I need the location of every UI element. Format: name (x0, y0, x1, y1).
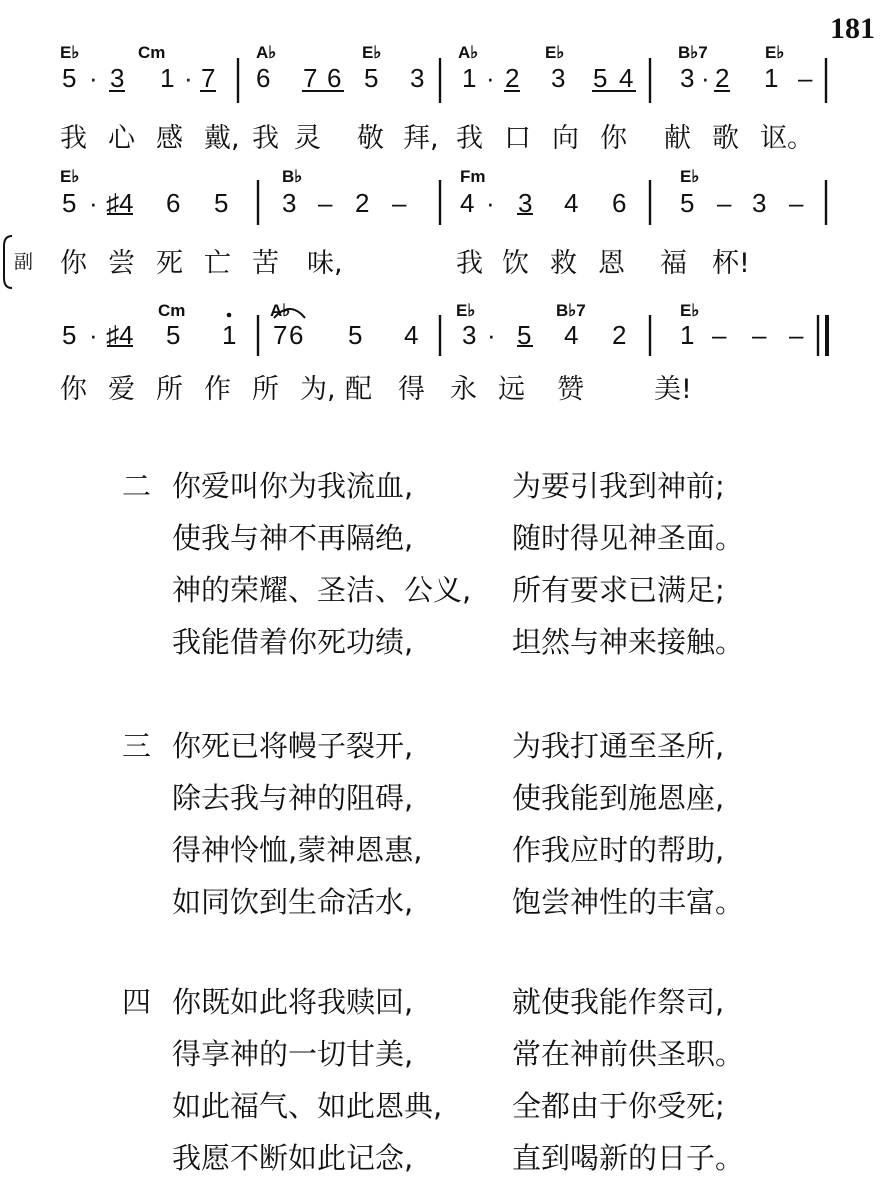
verse-line-left: 除去我与神的阻碍, (172, 781, 414, 815)
lyric-char: 你 (60, 248, 87, 279)
jianpu-note: 6 (256, 63, 271, 93)
lyric-char: 饮 (502, 248, 529, 279)
lyric-char: 献 (664, 123, 691, 154)
chord-symbol: B♭7 (678, 43, 708, 62)
jianpu-note: · (486, 188, 495, 218)
jianpu-note: 4 (564, 320, 579, 350)
refrain-label: 副 (14, 251, 34, 273)
verse-number: 二 (122, 469, 152, 503)
verse-line-right: 作我应时的帮助, (512, 833, 725, 867)
jianpu-note: 5 (593, 63, 608, 93)
jianpu-note: 1 (680, 320, 695, 350)
jianpu-note: ♯4 (106, 320, 134, 350)
chord-symbol: B♭ (282, 167, 303, 186)
chord-symbol: Cm (158, 301, 186, 320)
lyric-char: 歌 (712, 123, 739, 154)
jianpu-note: 7 (303, 63, 318, 93)
jianpu-note: 5 (348, 320, 363, 350)
jianpu-note: 7 (201, 63, 216, 93)
lyric-char: 福 (660, 248, 687, 279)
lyric-char: 你 (600, 123, 627, 154)
lyric-char: 作 (204, 374, 231, 405)
jianpu-note: 2 (355, 188, 370, 218)
lyric-char: 戴, (204, 123, 240, 154)
verse-number: 三 (122, 729, 152, 763)
jianpu-note: 3 (462, 320, 477, 350)
lyric-char: 口 (504, 123, 531, 154)
verse-line-left: 我愿不断如此记念, (172, 1141, 414, 1175)
jianpu-note: 1 (764, 63, 779, 93)
jianpu-note: 5 (680, 188, 695, 218)
lyric-char: 救 (550, 248, 577, 279)
verse-line-left: 如同饮到生命活水, (172, 885, 414, 919)
verse-line-right: 直到喝新的日子。 (512, 1141, 745, 1175)
jianpu-note: – (752, 320, 767, 350)
jianpu-note: 3 (110, 63, 125, 93)
lyric-char: 远 (498, 374, 525, 405)
jianpu-note: 4 (564, 188, 579, 218)
lyric-char: 所 (156, 374, 183, 405)
lyric-char: 味, (307, 248, 343, 279)
jianpu-note: 1 (462, 63, 477, 93)
lyric-char: 讴。 (760, 123, 814, 154)
lyric-char: 我 (456, 248, 483, 279)
jianpu-note: – (798, 63, 813, 93)
verse-line-left: 我能借着你死功绩, (172, 625, 414, 659)
chord-symbol: Cm (138, 43, 166, 62)
verse-line-right: 为我打通至圣所, (512, 729, 725, 763)
jianpu-note: · (486, 63, 495, 93)
jianpu-note: · (701, 63, 710, 93)
verse-line-left: 得享神的一切甘美, (172, 1037, 414, 1071)
jianpu-note: 3 (518, 188, 533, 218)
jianpu-note: 4 (404, 320, 419, 350)
lyric-char: 赞 (557, 374, 584, 405)
chord-symbol: B♭7 (556, 301, 586, 320)
verse-line-left: 使我与神不再隔绝, (172, 521, 414, 555)
jianpu-note: 2 (612, 320, 627, 350)
verse-line-left: 你既如此将我赎回, (172, 985, 414, 1019)
jianpu-note: 5 (166, 320, 181, 350)
jianpu-note: 6 (612, 188, 627, 218)
lyric-char: 所 (252, 374, 279, 405)
lyric-char: 心 (108, 123, 135, 154)
jianpu-note: 3 (410, 63, 425, 93)
verse-line-right: 常在神前供圣职。 (512, 1037, 745, 1071)
jianpu-note: – (789, 320, 804, 350)
jianpu-note: ♯4 (106, 188, 134, 218)
chord-symbol: A♭ (256, 43, 277, 62)
lyric-char: 你 (60, 374, 87, 405)
lyric-char: 爱 (108, 374, 135, 405)
verse-line-right: 坦然与神来接触。 (512, 625, 745, 659)
verse-line-right: 所有要求已满足; (512, 573, 725, 607)
jianpu-note: 2 (505, 63, 520, 93)
verse-line-right: 就使我能作祭司, (512, 985, 725, 1019)
jianpu-note: 3 (752, 188, 767, 218)
verse-line-right: 随时得见神圣面。 (512, 521, 745, 555)
jianpu-note: 5 (517, 320, 532, 350)
jianpu-note: – (392, 188, 407, 218)
jianpu-note: 7 (273, 320, 288, 350)
jianpu-note: 3 (282, 188, 297, 218)
jianpu-note: 5 (214, 188, 229, 218)
jianpu-note: – (318, 188, 333, 218)
verse-line-right: 使我能到施恩座, (512, 781, 725, 815)
lyric-char: 灵 (294, 123, 321, 154)
jianpu-note: – (712, 320, 727, 350)
jianpu-note: 6 (289, 320, 304, 350)
jianpu-note: 5 (364, 63, 379, 93)
chord-symbol: E♭ (60, 167, 80, 186)
lyric-char: 感 (156, 123, 183, 154)
jianpu-note: 3 (680, 63, 695, 93)
lyric-char: 死 (156, 248, 183, 279)
chord-symbol: Fm (460, 167, 486, 186)
lyric-char: 配 (345, 374, 372, 405)
lyric-char: 得 (398, 374, 425, 405)
jianpu-note: 5 (62, 188, 77, 218)
jianpu-note: 3 (551, 63, 566, 93)
lyric-char: 苦 (252, 248, 279, 279)
jianpu-note: – (717, 188, 732, 218)
lyric-char: 我 (60, 123, 87, 154)
lyric-char: 尝 (108, 248, 135, 279)
jianpu-note: 4 (619, 63, 634, 93)
page-number: 181 (830, 12, 875, 45)
verse-line-right: 全都由于你受死; (512, 1089, 725, 1123)
verse-number: 四 (122, 985, 152, 1019)
chord-symbol: A♭ (270, 301, 291, 320)
verse-line-left: 你爱叫你为我流血, (172, 469, 414, 503)
jianpu-note: 1 (160, 63, 175, 93)
jianpu-note: 5 (62, 63, 77, 93)
jianpu-note: · (184, 63, 193, 93)
verse-line-left: 如此福气、如此恩典, (172, 1089, 443, 1123)
lyric-char: 我 (456, 123, 483, 154)
chord-symbol: E♭ (765, 43, 785, 62)
verse-line-left: 你死已将幔子裂开, (172, 729, 414, 763)
jianpu-note: 5 (62, 320, 77, 350)
lyric-char: 拜, (403, 123, 439, 154)
jianpu-note: 4 (460, 188, 475, 218)
chord-symbol: E♭ (545, 43, 565, 62)
chord-symbol: E♭ (680, 167, 700, 186)
jianpu-note: · (89, 63, 98, 93)
chord-symbol: E♭ (456, 301, 476, 320)
jianpu-note: 6 (166, 188, 181, 218)
jianpu-note: 1 (222, 320, 237, 350)
verse-line-left: 神的荣耀、圣洁、公义, (172, 573, 472, 607)
verse-line-left: 得神怜恤,蒙神恩惠, (172, 833, 423, 867)
chord-symbol: E♭ (60, 43, 80, 62)
jianpu-note: · (487, 320, 496, 350)
jianpu-note: – (789, 188, 804, 218)
chord-symbol: E♭ (680, 301, 700, 320)
verse-line-right: 为要引我到神前; (512, 469, 725, 503)
jianpu-note: · (89, 320, 98, 350)
chord-symbol: E♭ (362, 43, 382, 62)
lyric-char: 美! (654, 374, 692, 405)
lyric-char: 永 (450, 374, 477, 405)
lyric-char: 杯! (712, 248, 750, 279)
jianpu-note: 6 (327, 63, 342, 93)
lyric-char: 敬 (357, 123, 384, 154)
jianpu-note: 2 (715, 63, 730, 93)
verse-line-right: 饱尝神性的丰富。 (512, 885, 745, 919)
lyric-char: 恩 (598, 248, 625, 279)
lyric-char: 为, (300, 374, 336, 405)
jianpu-note: · (89, 188, 98, 218)
lyric-char: 亡 (204, 248, 231, 279)
lyric-char: 我 (252, 123, 279, 154)
lyric-char: 向 (552, 123, 579, 154)
chord-symbol: A♭ (458, 43, 479, 62)
